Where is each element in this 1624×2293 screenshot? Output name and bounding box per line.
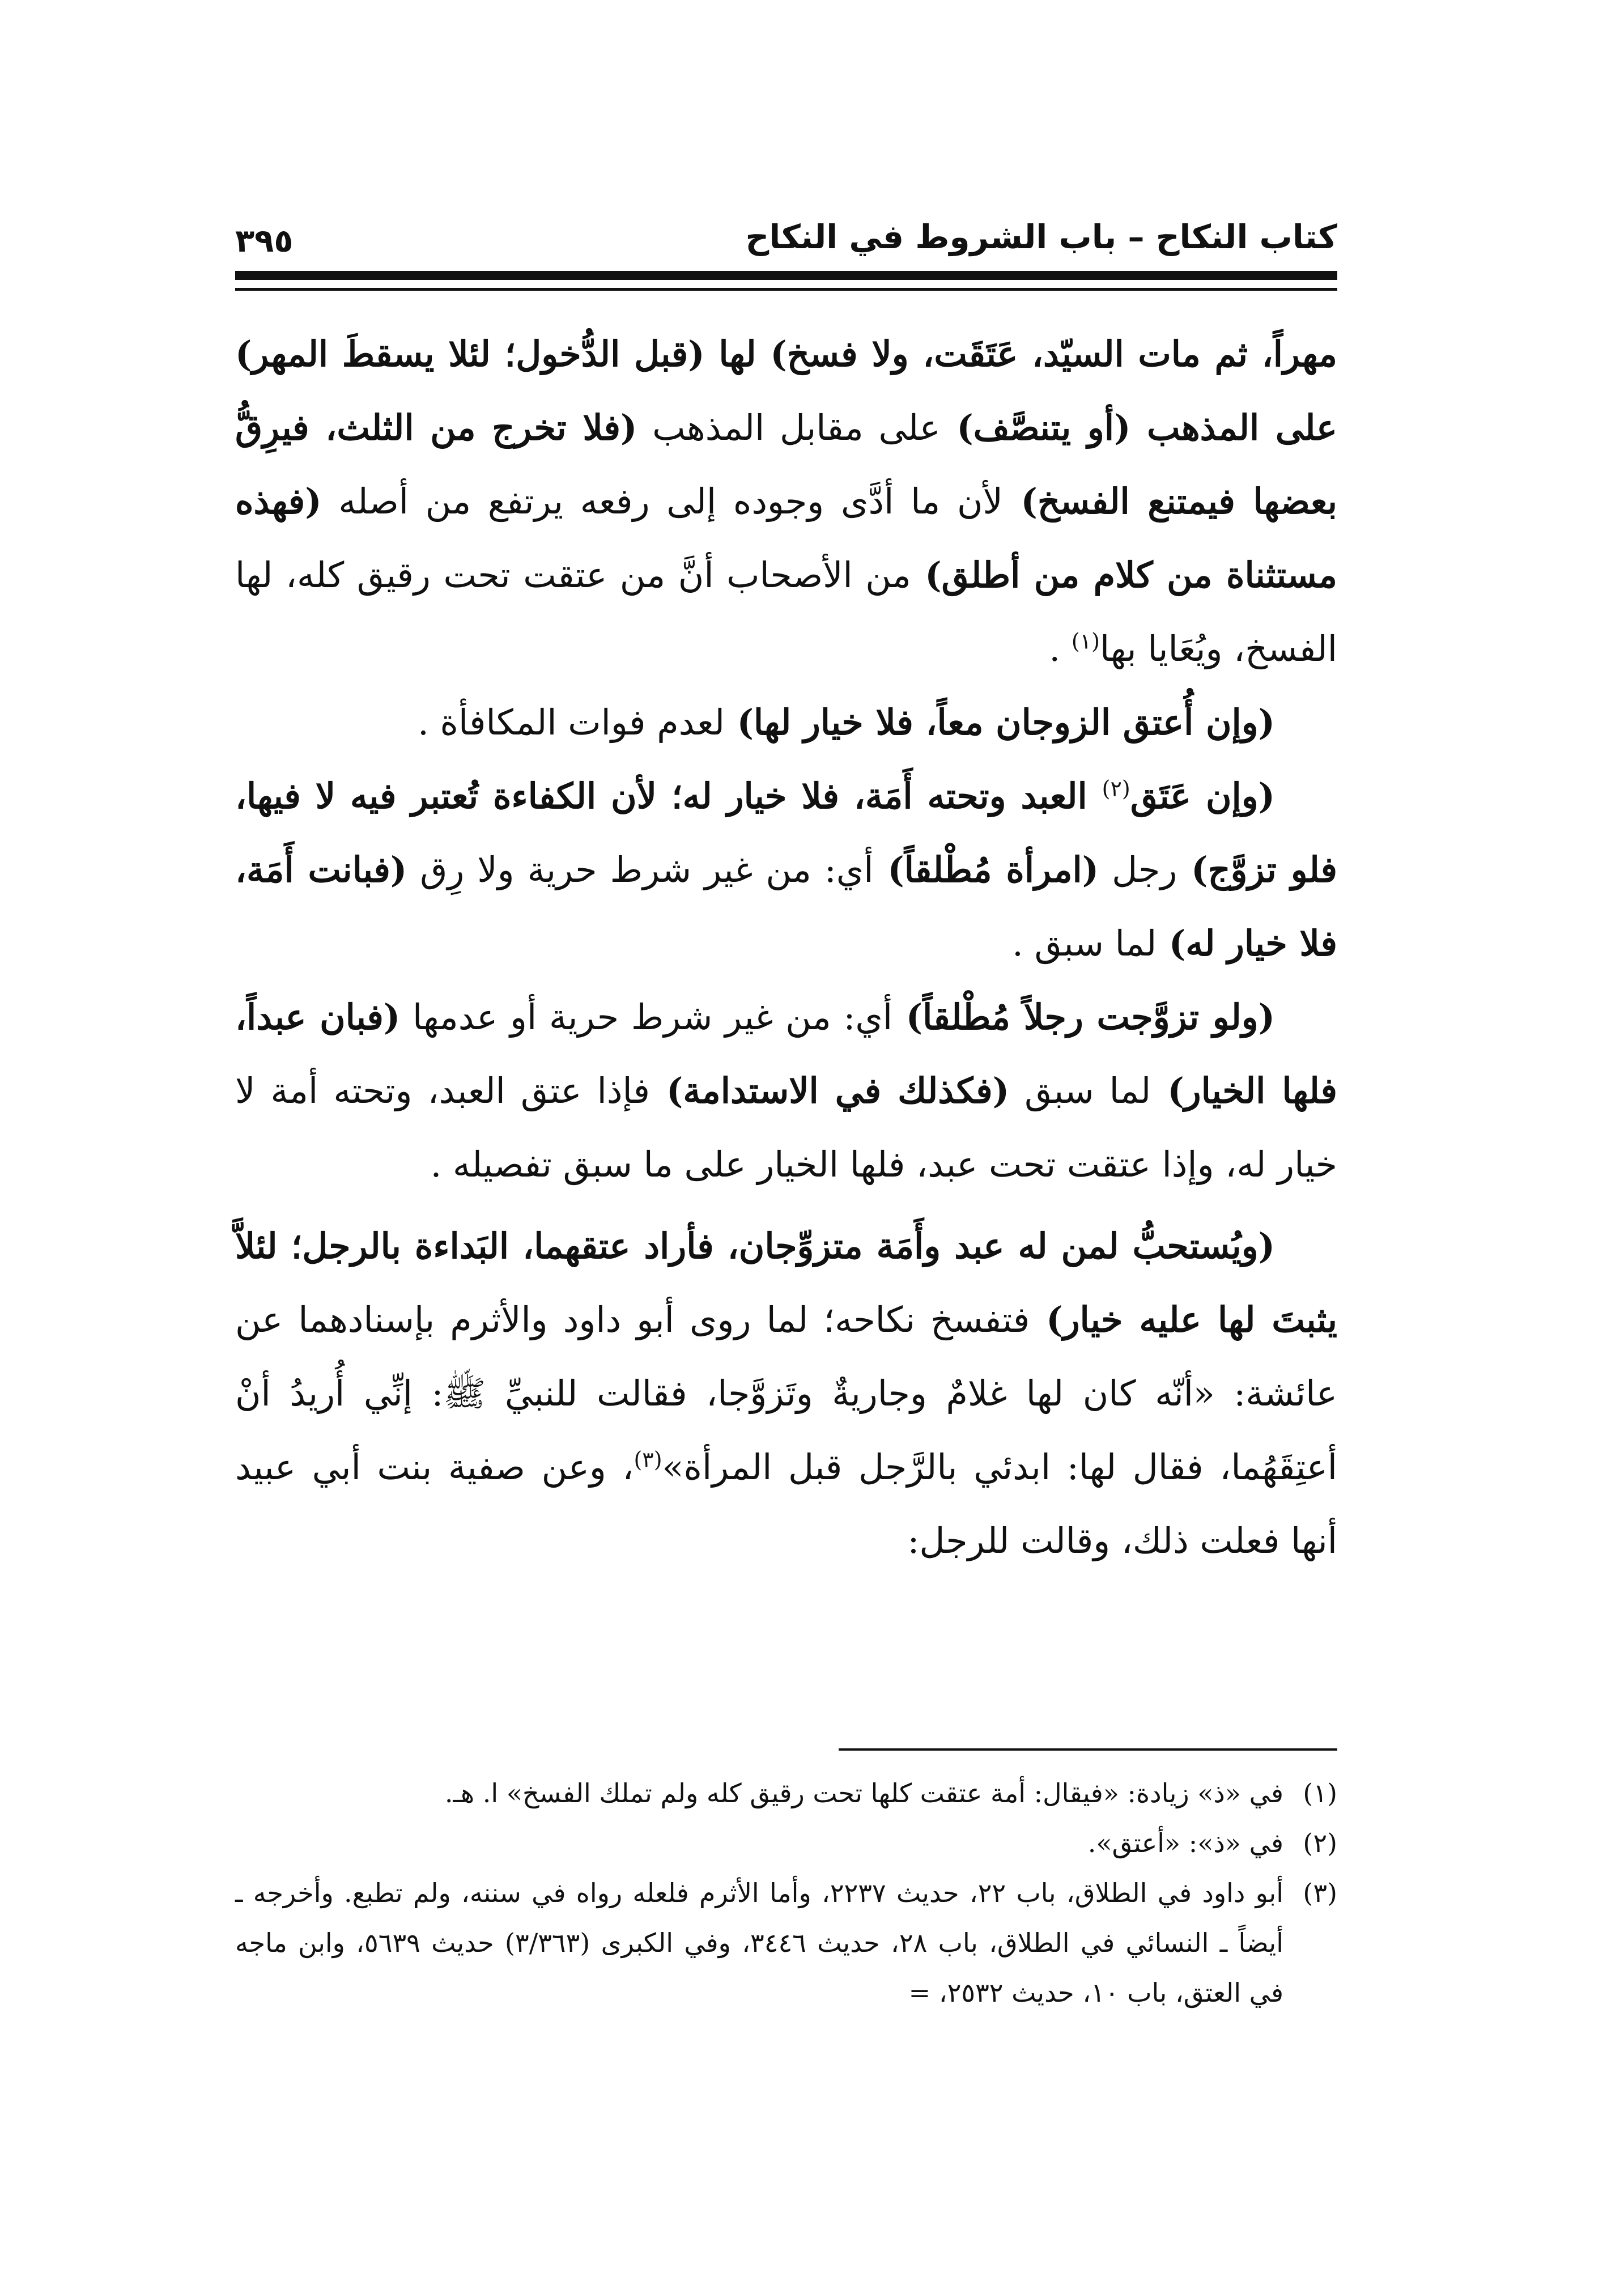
footnote bbox=[235, 1868, 1337, 2018]
matn-text: (وإن أُعتق الزوجان معاً، فلا خيار لها) bbox=[725, 702, 1275, 743]
paragraph bbox=[235, 980, 1337, 1201]
sharh-text: على مقابل المذهب bbox=[637, 407, 941, 448]
footnote-text: أبو داود في الطلاق، باب ٢٢، حديث ٢٢٣٧، وأما الأثرم فلعله رواه في سننه، ولم تطبع. وأخرجه ـ أيضاً ـ النسائي في الطلاق، باب ٢٨، حديث ٣٤٤٦، وفي الكبرى (٣/٣٦٣) حديث ٥٦٣٩، وابن ماجه في العتق، باب ١٠، حديث ٢٥٣٢، = bbox=[235, 1878, 1283, 2008]
header-rule-thin bbox=[235, 288, 1337, 291]
matn-text: (فكذلك في الاستدامة) bbox=[649, 1070, 1010, 1111]
matn-text: (ويُستحبُّ لمن له عبد وأَمَة متزوِّجان، فأراد عتقهما، البَداءة بالرجل؛ لئلاَّ يثبتَ لها عليه خيار) bbox=[235, 1225, 1337, 1340]
sharh-text: لما سبق bbox=[1009, 1070, 1151, 1111]
paragraph bbox=[235, 759, 1337, 980]
matn-text: (أو يتنصَّف) bbox=[940, 407, 1131, 448]
footnote bbox=[235, 1818, 1337, 1868]
header-rule-thick bbox=[235, 271, 1337, 280]
footnote-reference: (١) bbox=[1071, 629, 1100, 654]
matn-text: (ولو تزوَّجت رجلاً مُطْلقاً) bbox=[892, 996, 1276, 1038]
page-number: ٣٩٥ bbox=[235, 223, 294, 260]
footnote-reference: (٢) bbox=[1102, 776, 1130, 801]
running-title: كتاب النكاح – باب الشروط في النكاح bbox=[745, 218, 1337, 256]
matn-text: مهراً، ثم مات السيّد، عَتَقَت، ولا فسخ) لها (قبل الدُّخول؛ لئلا يسقطَ المهر) على المذهب bbox=[235, 333, 1338, 448]
footnotes bbox=[235, 1768, 1337, 2018]
sharh-text: أي: من غير شرط حرية أو عدمها bbox=[400, 996, 893, 1038]
running-header bbox=[235, 204, 1337, 266]
footnote-reference: (٣) bbox=[634, 1447, 662, 1472]
footnote bbox=[235, 1768, 1337, 1818]
sharh-text: فتفسخ نكاحه؛ لما روى أبو داود والأثرم بإسنادهما عن عائشة: «أنّه كان لها غلامٌ وجاريةٌ وتَزوَّجا، فقالت للنبيِّ ﷺ: إنِّي أُريدُ أنْ أعتِقَهُما، فقال لها: ابدئي بالرَّجل قبل المرأة» bbox=[235, 1299, 1337, 1488]
sharh-text: . bbox=[1049, 628, 1072, 669]
sharh-text: ، وعن صفية بنت أبي عبيد أنها فعلت ذلك، وقالت للرجل: bbox=[235, 1446, 1337, 1561]
sharh-text: لما سبق . bbox=[1012, 923, 1157, 964]
paragraph bbox=[235, 1209, 1337, 1578]
matn-text: (وإن عَتَق bbox=[1130, 775, 1275, 817]
footnote-text: في «ذ»: «أعتق». bbox=[1087, 1828, 1283, 1858]
sharh-text: من الأصحاب أنَّ من عتقت تحت رقيق كله، لها الفسخ، ويُعَايا بها bbox=[235, 554, 1337, 669]
matn-text: (فهذه مستثناة من كلام من أطلق) bbox=[235, 481, 1337, 596]
paragraph bbox=[235, 317, 1337, 686]
sharh-text: لأن ما أدَّى وجوده إلى رفعه يرتفع من أصله bbox=[321, 481, 1003, 522]
footnote-text: في «ذ» زيادة: «فيقال: أمة عتقت كلها تحت رقيق كله ولم تملك الفسخ» ا. هـ. bbox=[444, 1778, 1283, 1808]
matn-text: (امرأة مُطْلقاً) bbox=[873, 849, 1099, 890]
matn-text: (فبان عبداً، فلها الخيار) bbox=[235, 996, 1337, 1111]
sharh-text: لعدم فوات المكافأة . bbox=[418, 702, 725, 743]
sharh-text: أي: من غير شرط حرية ولا رِق bbox=[407, 849, 874, 890]
footnote-number: (١) bbox=[1303, 1778, 1337, 1808]
matn-text: العبد وتحته أَمَة، فلا خيار له؛ لأن الكفاءة تُعتبر فيه لا فيها، فلو تزوَّج) bbox=[235, 775, 1338, 890]
sharh-text: فإذا عتق العبد، وتحته أمة لا خيار له، وإذا عتقت تحت عبد، فلها الخيار على ما سبق تفصيله . bbox=[235, 1070, 1337, 1185]
footnote-number: (٣) bbox=[1303, 1878, 1337, 1908]
footnote-separator bbox=[839, 1748, 1337, 1751]
matn-text: (فبانت أَمَة، فلا خيار له) bbox=[235, 849, 1337, 964]
paragraph bbox=[235, 686, 1337, 759]
footnote-number: (٢) bbox=[1303, 1828, 1337, 1858]
main-text bbox=[235, 317, 1337, 1578]
sharh-text: رجل bbox=[1099, 849, 1177, 890]
matn-text: (فلا تخرج من الثلث، فيرِقُّ بعضها فيمتنع الفسخ) bbox=[235, 407, 1337, 522]
